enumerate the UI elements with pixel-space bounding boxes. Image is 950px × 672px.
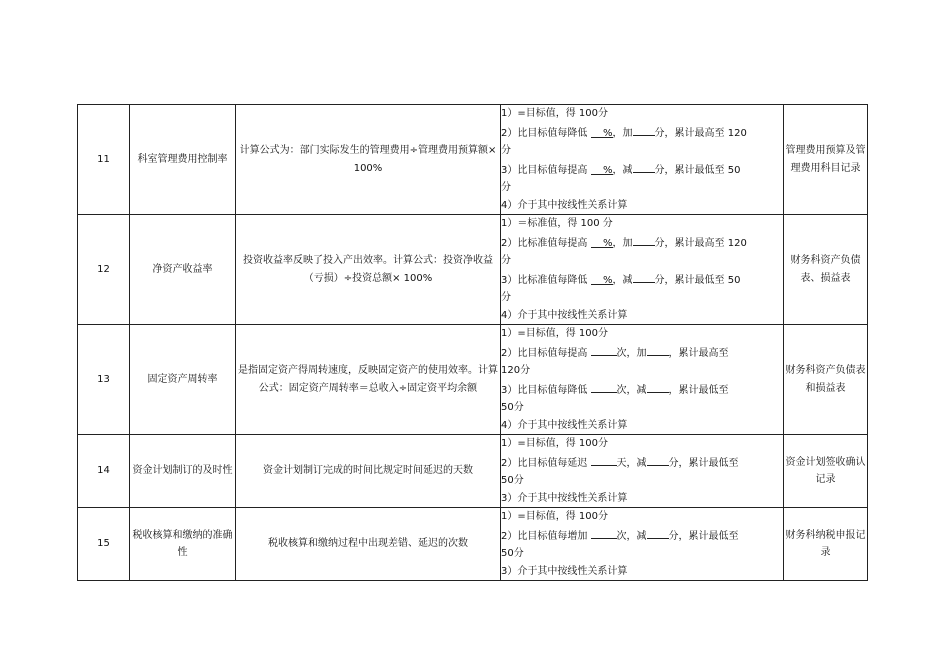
data-source: 财务科资产负债表、损益表 <box>784 215 868 325</box>
scoring-rules <box>501 325 784 435</box>
scoring-text: 分，累计最低至 <box>668 530 739 542</box>
scoring-line <box>501 545 783 563</box>
blank-field <box>647 453 669 466</box>
formula-text: 投资收益率反映了投入产出效率。计算公式：投资净收益（亏损）÷投资总额× 100% <box>236 215 501 325</box>
scoring-text: 分 <box>501 182 511 193</box>
scoring-text: 3）比目标值每降低 <box>501 384 591 396</box>
scoring-text: ，累计最低至 <box>668 384 729 396</box>
scoring-line <box>501 472 783 490</box>
blank-field <box>633 270 655 283</box>
scoring-line <box>501 508 783 526</box>
scoring-text: 3）介于其中按线性关系计算 <box>501 565 628 577</box>
scoring-line <box>501 490 783 508</box>
blank-field: % <box>591 162 613 175</box>
data-source: 财务科纳税申报记录 <box>784 508 868 581</box>
blank-field <box>647 380 669 393</box>
scoring-line <box>501 435 783 453</box>
scoring-text: 120分 <box>501 365 531 376</box>
scoring-line <box>501 343 783 363</box>
scoring-text: ，减 <box>612 164 633 176</box>
formula-text: 资金计划制订完成的时间比规定时间延迟的天数 <box>236 435 501 508</box>
scoring-text: ，加 <box>612 237 633 249</box>
scoring-text: 4）介于其中按线性关系计算 <box>501 419 628 431</box>
scoring-text: 3）比标准值每降低 <box>501 274 591 286</box>
row-number: 11 <box>78 105 130 215</box>
scoring-line <box>501 160 783 180</box>
scoring-text: 次，减 <box>616 384 647 396</box>
scoring-text: 分 <box>501 255 511 266</box>
scoring-text: ，减 <box>612 274 633 286</box>
row-number: 13 <box>78 325 130 435</box>
blank-field <box>633 160 655 173</box>
scoring-line <box>501 142 783 160</box>
scoring-text: 分，累计最低至 50 <box>654 164 741 176</box>
blank-field <box>591 343 617 356</box>
scoring-rules <box>501 215 784 325</box>
scoring-text: 3）介于其中按线性关系计算 <box>501 492 628 504</box>
formula-text: 是指固定资产得周转速度，反映固定资产的使用效率。计算公式：固定资产周转率＝总收入÷固定资平均余额 <box>236 325 501 435</box>
scoring-text: 分 <box>501 292 511 303</box>
indicator-name: 税收核算和缴纳的准确性 <box>130 508 236 581</box>
scoring-text: 1）=目标值，得 100分 <box>501 108 609 119</box>
scoring-line <box>501 289 783 307</box>
scoring-text: 天，减 <box>616 457 647 469</box>
data-source: 管理费用预算及管理费用科目记录 <box>784 105 868 215</box>
row-number: 14 <box>78 435 130 508</box>
scoring-text: 50分 <box>501 548 524 559</box>
formula-text: 计算公式为：部门实际发生的管理费用÷管理费用预算额× 100% <box>236 105 501 215</box>
scoring-text: ，加 <box>612 127 633 139</box>
scoring-text: 2）比标准值每提高 <box>501 237 591 249</box>
blank-field <box>633 233 655 246</box>
scoring-line <box>501 105 783 123</box>
scoring-line <box>501 399 783 417</box>
scoring-text: ，累计最高至 <box>668 347 729 359</box>
table-row <box>78 435 868 508</box>
blank-field: % <box>591 272 613 285</box>
scoring-text: 分，累计最高至 120 <box>654 237 747 249</box>
scoring-text: 1）=目标值，得 100分 <box>501 328 609 339</box>
scoring-line <box>501 307 783 325</box>
scoring-line <box>501 417 783 435</box>
scoring-text: 分，累计最低至 50 <box>654 274 741 286</box>
table-row <box>78 508 868 581</box>
scoring-line <box>501 233 783 253</box>
scoring-rules <box>501 508 784 581</box>
indicator-name: 资金计划制订的及时性 <box>130 435 236 508</box>
kpi-table-body <box>78 105 868 581</box>
scoring-text: 分，累计最低至 <box>668 457 739 469</box>
row-number: 15 <box>78 508 130 581</box>
scoring-text: 1）=目标值，得 100分 <box>501 511 609 522</box>
scoring-text: 1）=目标值，得 100分 <box>501 438 609 449</box>
scoring-line <box>501 380 783 400</box>
row-number: 12 <box>78 215 130 325</box>
scoring-line <box>501 526 783 546</box>
scoring-text: 3）比目标值每提高 <box>501 164 591 176</box>
scoring-text: 50分 <box>501 475 524 486</box>
table-row <box>78 325 868 435</box>
blank-field <box>591 380 617 393</box>
scoring-text: 2）比目标值每延迟 <box>501 457 591 469</box>
scoring-rules <box>501 105 784 215</box>
scoring-line <box>501 453 783 473</box>
scoring-line <box>501 325 783 343</box>
indicator-name: 科室管理费用控制率 <box>130 105 236 215</box>
scoring-text: 50分 <box>501 402 524 413</box>
scoring-text: 2）比目标值每降低 <box>501 127 591 139</box>
scoring-line <box>501 123 783 143</box>
blank-field <box>591 453 617 466</box>
blank-field <box>591 526 617 539</box>
data-source: 资金计划签收确认记录 <box>784 435 868 508</box>
scoring-text: 2）比目标值每提高 <box>501 347 591 359</box>
scoring-line <box>501 197 783 215</box>
blank-field: % <box>591 235 613 248</box>
scoring-text: 次，加 <box>616 347 647 359</box>
scoring-rules <box>501 435 784 508</box>
table-row <box>78 105 868 215</box>
scoring-line <box>501 270 783 290</box>
blank-field: % <box>591 125 613 138</box>
blank-field <box>633 123 655 136</box>
scoring-text: 次，减 <box>616 530 647 542</box>
scoring-line <box>501 362 783 380</box>
indicator-name: 净资产收益率 <box>130 215 236 325</box>
blank-field <box>647 343 669 356</box>
scoring-line <box>501 179 783 197</box>
table-row <box>78 215 868 325</box>
scoring-line <box>501 252 783 270</box>
scoring-line <box>501 215 783 233</box>
indicator-name: 固定资产周转率 <box>130 325 236 435</box>
formula-text: 税收核算和缴纳过程中出现差错、延迟的次数 <box>236 508 501 581</box>
scoring-text: 4）介于其中按线性关系计算 <box>501 199 628 211</box>
scoring-text: 分，累计最高至 120 <box>654 127 747 139</box>
scoring-text: 分 <box>501 145 511 156</box>
kpi-table <box>77 104 868 581</box>
scoring-text: 4）介于其中按线性关系计算 <box>501 309 628 321</box>
scoring-line <box>501 563 783 581</box>
scoring-text: 2）比目标值每增加 <box>501 530 591 542</box>
data-source: 财务科资产负债表和损益表 <box>784 325 868 435</box>
blank-field <box>647 526 669 539</box>
scoring-text: 1）＝标准值，得 100 分 <box>501 218 613 229</box>
